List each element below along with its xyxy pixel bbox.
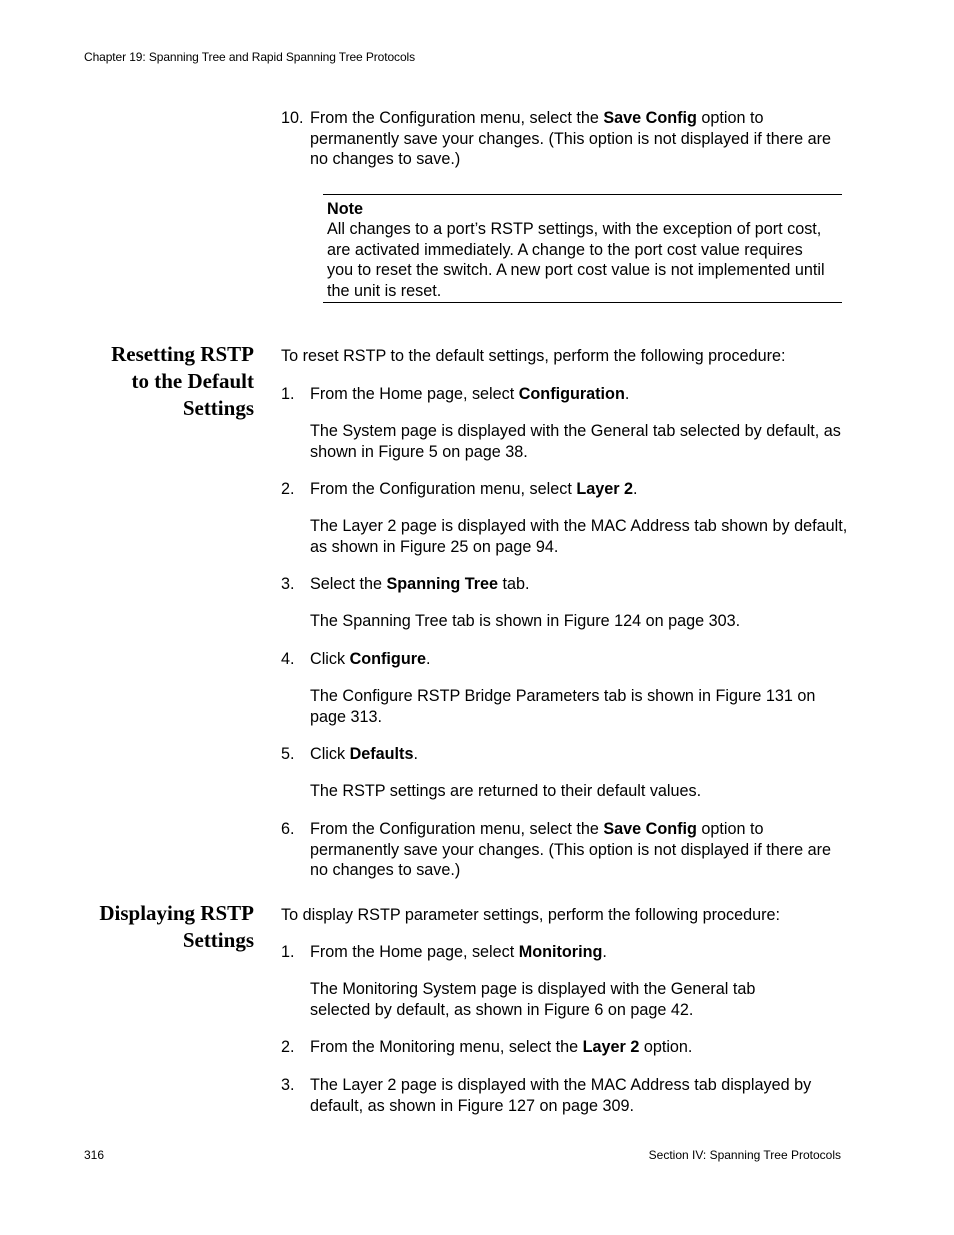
section-footer: Section IV: Spanning Tree Protocols [648, 1148, 841, 1162]
step-10-text: From the Configuration menu, select the Save Config option to permanently save your changes. (This option is not displayed if there are no changes to save.) [310, 109, 831, 168]
reset-intro: To reset RSTP to the default settings, perform the following procedure: [281, 347, 786, 365]
display-step-1-desc: The Monitoring System page is displayed with the General tab selected by default, as shown in Figure 6 on page 42. [310, 980, 756, 1019]
reset-step-3-text: Select the Spanning Tree tab. [310, 575, 530, 593]
running-header: Chapter 19: Spanning Tree and Rapid Spanning Tree Protocols [84, 50, 415, 64]
display-intro: To display RSTP parameter settings, perform the following procedure: [281, 906, 781, 924]
reset-step-2-number: 2. [281, 480, 295, 498]
reset-step-5-number: 5. [281, 745, 295, 763]
note-body: All changes to a port’s RSTP settings, with the exception of port cost, are activated immediately. A change to the port cost value requires you to reset the switch. A new port cost value is not implemented until the unit is reset. [327, 220, 825, 300]
display-step-1-text: From the Home page, select Monitoring. [310, 943, 607, 961]
reset-step-4-text: Click Configure. [310, 650, 431, 668]
section-heading-resetting: Resetting RSTP to the Default Settings [111, 342, 254, 420]
page-number: 316 [84, 1148, 105, 1162]
display-step-3-number: 3. [281, 1076, 295, 1094]
display-step-2-text: From the Monitoring menu, select the Layer 2 option. [310, 1038, 693, 1056]
reset-step-1-desc: The System page is displayed with the General tab selected by default, as shown in Figure 5 on page 38. [310, 422, 841, 461]
note-box [323, 194, 842, 303]
step-10-number: 10. [281, 109, 304, 127]
display-step-2-number: 2. [281, 1038, 295, 1056]
reset-step-1-text: From the Home page, select Configuration. [310, 385, 630, 403]
reset-step-5-desc: The RSTP settings are returned to their default values. [310, 782, 702, 800]
reset-step-6-number: 6. [281, 820, 295, 838]
reset-step-3-desc: The Spanning Tree tab is shown in Figure 124 on page 303. [310, 612, 741, 630]
note-title: Note [327, 200, 363, 218]
reset-step-2-desc: The Layer 2 page is displayed with the MAC Address tab shown by default, as shown in Figure 25 on page 94. [310, 517, 848, 556]
display-step-1-number: 1. [281, 943, 295, 961]
display-step-3-text: The Layer 2 page is displayed with the MAC Address tab displayed by default, as shown in Figure 127 on page 309. [310, 1076, 812, 1115]
reset-step-1-number: 1. [281, 385, 295, 403]
reset-step-4-number: 4. [281, 650, 295, 668]
reset-step-2-text: From the Configuration menu, select Layer 2. [310, 480, 638, 498]
reset-step-5-text: Click Defaults. [310, 745, 418, 763]
reset-step-3-number: 3. [281, 575, 295, 593]
reset-step-4-desc: The Configure RSTP Bridge Parameters tab is shown in Figure 131 on page 313. [310, 687, 816, 726]
section-heading-displaying: Displaying RSTP Settings [99, 901, 254, 952]
reset-step-6-text: From the Configuration menu, select the Save Config option to permanently save your changes. (This option is not displayed if there are no changes to save.) [310, 820, 831, 879]
